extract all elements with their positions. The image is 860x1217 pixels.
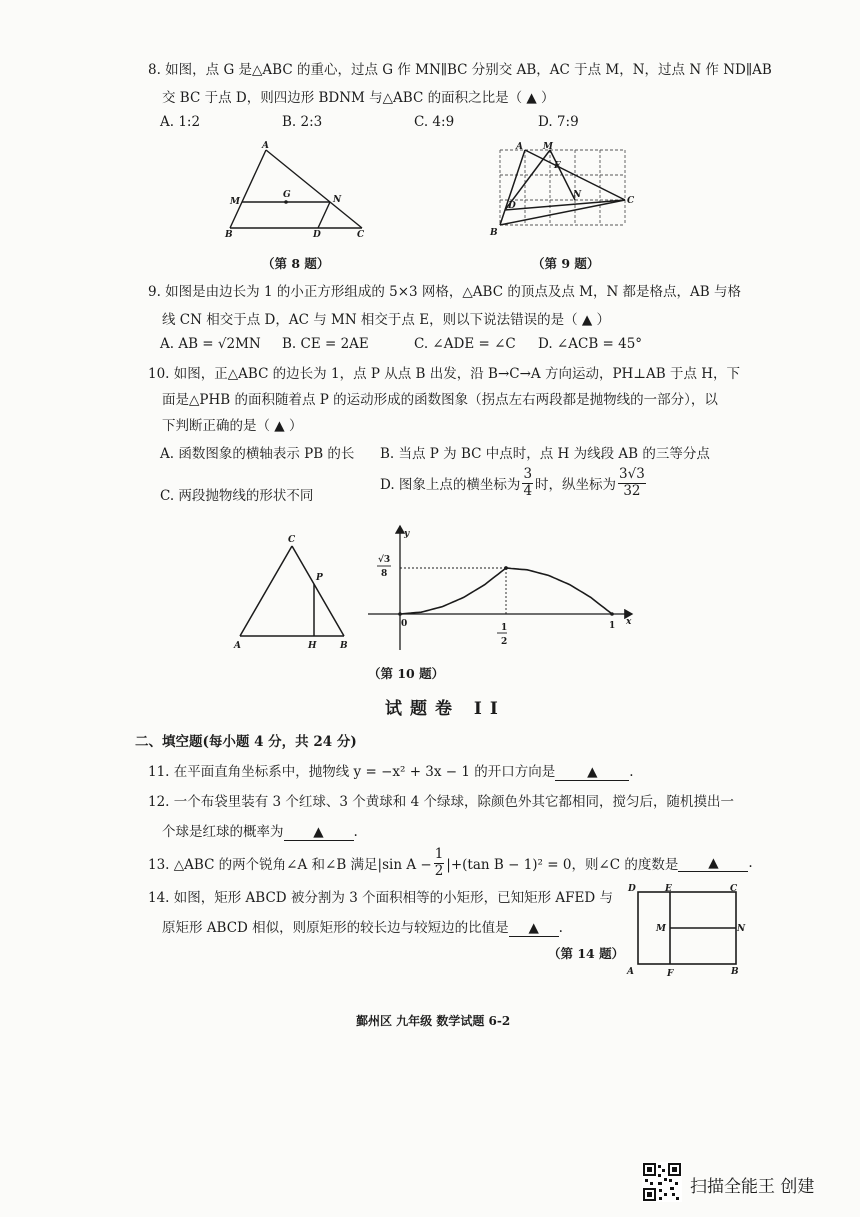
q9-label-a: A [516,142,523,152]
q10-curve-segment-1 [400,568,506,614]
q11-text-post: . [629,764,634,780]
q14-text-line2 [162,916,563,937]
q12-text-post: . [353,824,358,840]
q14-label-f: F [667,969,674,978]
q10-text-line1: 10. 如图，正△ABC 的边长为 1，点 P 从点 B 出发，沿 B→C→A 方向运动，PH⊥AB 于点 H，下 [148,366,741,382]
q9-text-line2: 线 CN 相交于点 D，AC 与 MN 相交于点 E，则以下说法错误的是（ ▲ ） [162,312,611,328]
q14-answer-blank[interactable]: ▲ [509,920,559,937]
q14-label-c: C [730,884,738,894]
q9-label-b: B [490,228,498,238]
q9-option-a: A. AB = √2MN [160,336,261,352]
q14-figure [624,880,754,978]
q10-xtick-one: 1 [609,621,616,631]
q9-figure [488,140,636,240]
q10-option-d-frac2-num: 3√3 [619,466,645,482]
q8-label-d: D [313,230,321,240]
q10-option-d-pre: D. 图象上点的横坐标为 [380,477,521,493]
section-title: 试题卷 II [385,699,506,719]
q10-option-b: B. 当点 P 为 BC 中点时，点 H 为线段 AB 的三等分点 [380,446,710,462]
q10-origin-label: 0 [401,619,408,629]
q10-label-c: C [288,535,296,545]
q10-function-graph [364,520,644,660]
q9-option-d: D. ∠ACB = 45° [538,336,643,352]
q9-text-line1: 9. 如图是由边长为 1 的小正方形组成的 5×3 网格，△ABC 的顶点及点 M，N 都是格点，AB 与格 [148,284,742,300]
q10-label-h: H [308,641,317,651]
q12-text-line1: 12. 一个布袋里装有 3 个红球、3 个黄球和 4 个绿球，除颜色外其它都相同，搅匀后，随机摸出一 [148,794,734,810]
q10-curve-point [610,612,614,616]
q10-option-c: C. 两段抛物线的形状不同 [160,488,314,504]
q8-option-b: B. 2:3 [282,114,323,130]
q8-label-m: M [230,197,240,207]
q8-label-n: N [333,195,342,205]
q10-option-d-frac2-den: 32 [623,482,641,499]
q9-label-d: D [508,201,516,211]
q10-label-a: A [234,641,241,651]
q10-curve-segment-2 [506,568,612,614]
q9-option-b: B. CE = 2AE [282,336,369,352]
q14-caption: （第 14 题） [548,946,625,961]
q13-answer-blank[interactable]: ▲ [678,855,748,872]
q10-xtick-half-den: 2 [501,637,508,647]
q10-xlabel: x [626,617,632,627]
q10-option-a: A. 函数图象的横轴表示 PB 的长 [160,446,355,462]
q9-caption: （第 9 题） [532,256,600,271]
q10-option-d-frac2 [618,468,646,498]
q14-text-post: . [558,920,563,936]
q12-text-line2 [162,820,358,841]
q9-label-e: E [554,161,561,171]
q10-xtick-half-num: 1 [501,623,508,633]
q14-label-n: N [737,924,746,934]
q8-option-d: D. 7:9 [538,114,579,130]
q8-option-a: A. 1:2 [160,114,201,130]
q13-text-pre: 13. △ABC 的两个锐角∠A 和∠B 满足|sin A − [148,857,432,873]
q14-label-a: A [627,967,634,977]
q10-text-line2: 面是△PHB 的面积随着点 P 的运动形成的函数图象（拐点左右两段都是抛物线的一部分），以 [162,392,718,408]
q14-label-b: B [731,967,739,977]
qr-code-icon [642,1162,682,1202]
q13-frac-num: 1 [434,846,444,862]
q10-option-d-frac1-den: 4 [523,482,533,499]
q10-caption: （第 10 题） [368,666,445,681]
q10-option-d-frac1 [522,468,533,498]
q13-frac-den: 2 [434,862,444,879]
q10-label-p: P [316,573,323,583]
q9-option-c: C. ∠ADE = ∠C [414,336,516,352]
section-heading: 二、填空题(每小题 4 分，共 24 分) [135,734,357,750]
q11-text-pre: 11. 在平面直角坐标系中，抛物线 y = −x² + 3x − 1 的开口方向是 [148,764,556,780]
q14-label-e: E [665,884,672,894]
q8-label-c: C [357,230,365,240]
q10-curve-point [398,612,402,616]
q13-text-post: . [748,855,753,871]
q14-label-m: M [656,924,666,934]
q13-text-mid: |+(tan B − 1)² = 0，则∠C 的度数是 [446,857,679,873]
q13-frac [434,848,445,878]
q14-label-d: D [628,884,636,894]
q11-answer-blank[interactable]: ▲ [555,764,629,781]
q10-ytick-num: √3 [378,555,391,565]
q8-caption: （第 8 题） [262,256,330,271]
q8-label-b: B [225,230,233,240]
q14-text-line1: 14. 如图，矩形 ABCD 被分割为 3 个面积相等的小矩形，已知矩形 AFED 与 [148,890,613,906]
q9-label-c: C [627,196,635,206]
q14-text-pre: 原矩形 ABCD 相似，则原矩形的较长边与较短边的比值是 [162,920,509,936]
q10-option-d-frac1-num: 3 [523,466,533,482]
q8-text-line2: 交 BC 于点 D，则四边形 BDNM 与△ABC 的面积之比是（ ▲ ） [162,90,555,106]
q12-answer-blank[interactable]: ▲ [284,824,354,841]
q10-ytick-den: 8 [381,569,388,579]
q13-text [148,848,753,878]
q8-text-line1: 8. 如图，点 G 是△ABC 的重心，过点 G 作 MN∥BC 分别交 AB，AC 于点 M，N，过点 N 作 ND∥AB [148,62,772,78]
q10-option-d-mid: 时，纵坐标为 [535,477,617,493]
page-footer: 鄞州区 九年级 数学试题 6-2 [356,1014,511,1028]
q10-text-line3: 下判断正确的是（ ▲ ） [162,418,303,434]
q11-text [148,760,634,781]
scanner-brand-text: 扫描全能王 创建 [690,1177,815,1197]
q10-option-d [380,468,648,498]
q10-curve-point [504,566,508,570]
q10-ylabel: y [404,529,410,539]
q9-label-m: M [543,142,553,152]
q10-label-b: B [340,641,348,651]
q8-label-g: G [283,190,291,200]
q8-figure [220,140,380,240]
q12-text-pre: 个球是红球的概率为 [162,824,284,840]
q9-label-n: N [573,190,582,200]
q8-option-c: C. 4:9 [414,114,455,130]
q8-label-a: A [262,141,269,151]
q10-triangle-figure [228,530,358,655]
